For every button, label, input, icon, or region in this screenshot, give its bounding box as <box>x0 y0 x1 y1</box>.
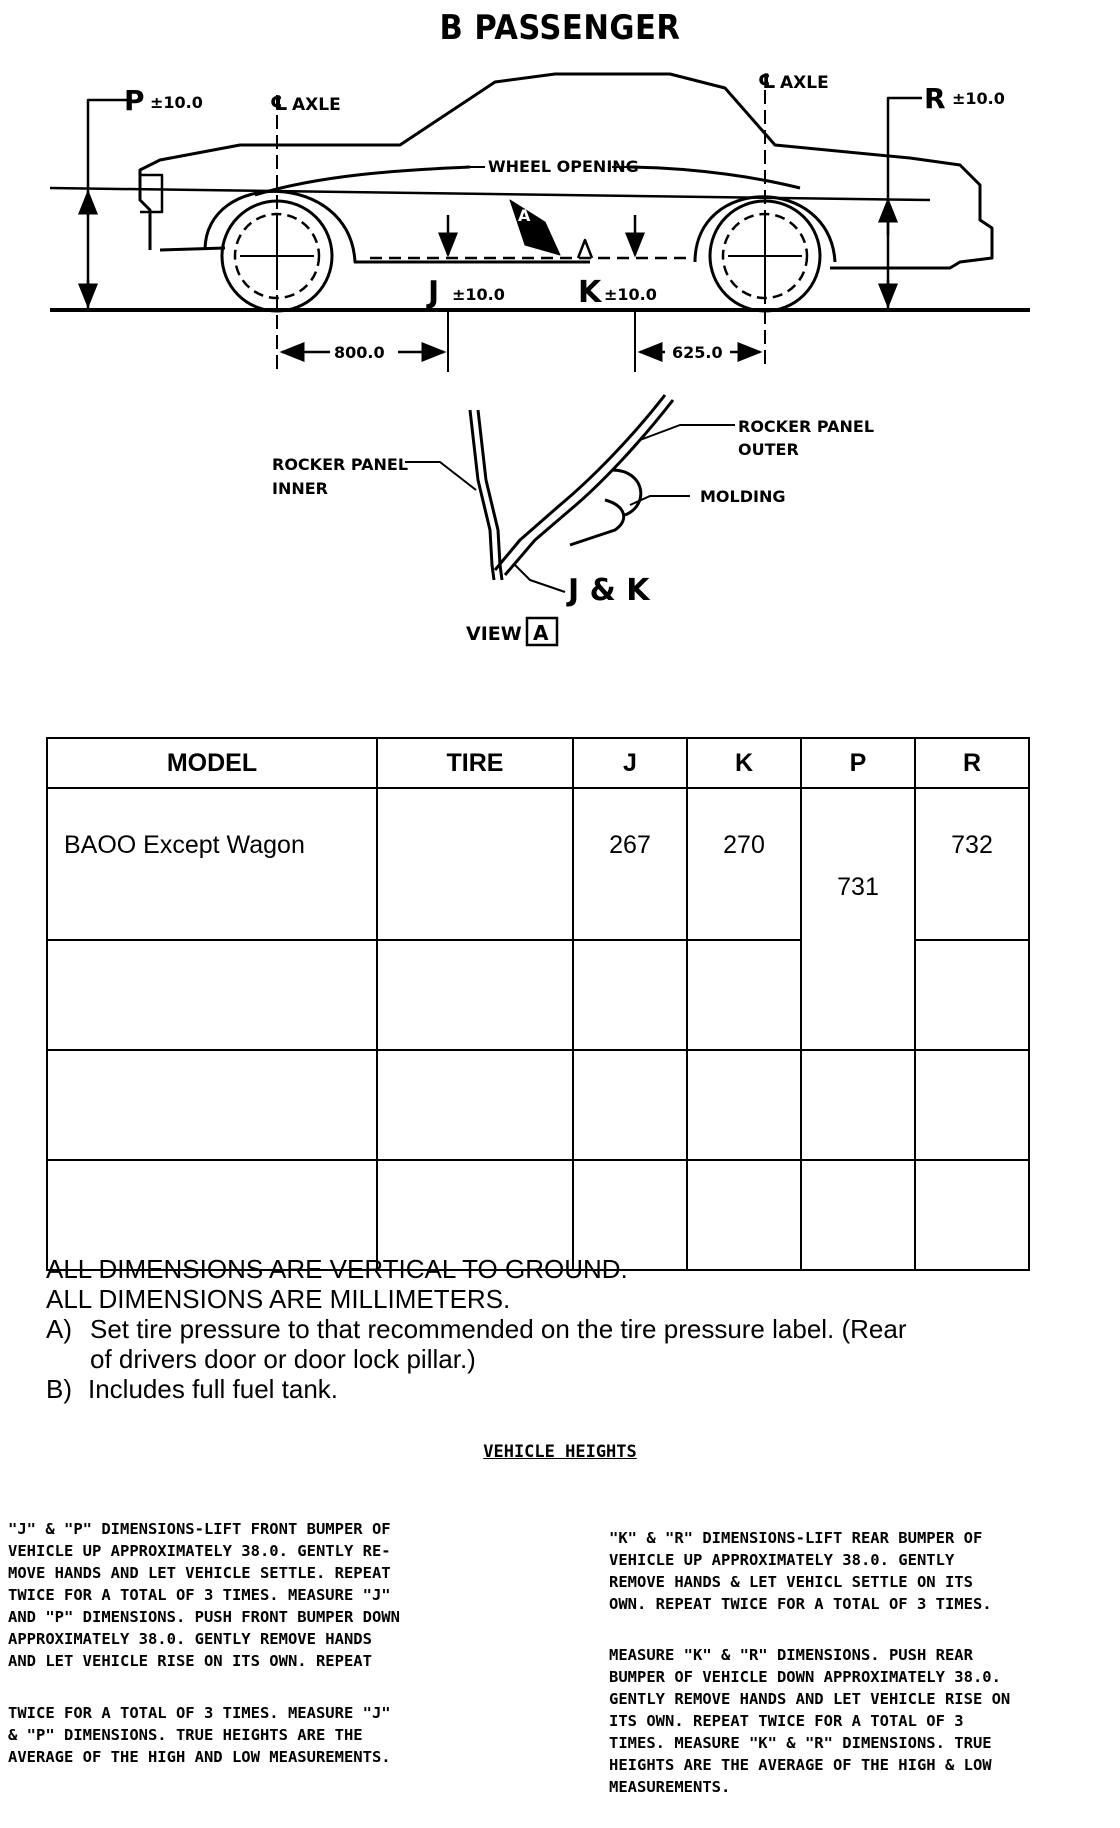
cell-tire <box>377 1050 573 1160</box>
rocker-cross-section <box>470 395 673 580</box>
note-millimeters: ALL DIMENSIONS ARE MILLIMETERS. <box>46 1284 511 1314</box>
jk-leader <box>515 565 565 592</box>
table-header-row <box>47 738 1029 788</box>
r-label: R <box>924 82 946 115</box>
headlight <box>140 175 162 212</box>
k-label: K <box>578 275 602 310</box>
r-tolerance: ±10.0 <box>952 89 1005 108</box>
rocker-outer-label-1: ROCKER PANEL <box>738 417 875 436</box>
cell-model <box>47 940 377 1050</box>
header-p: P <box>801 738 915 788</box>
cell-r <box>915 1160 1029 1270</box>
rocker-outer-label-2: OUTER <box>738 440 799 459</box>
vehicle-heights-title: VEHICLE HEIGHTS <box>483 1442 637 1462</box>
j-tolerance: ±10.0 <box>452 285 505 304</box>
cell-j <box>573 1050 687 1160</box>
rocker-outer-leader <box>640 425 735 440</box>
cell-r <box>915 940 1029 1050</box>
view-box-letter: A <box>533 621 549 645</box>
dimension-625: 625.0 <box>672 343 723 362</box>
note-a-marker: A) <box>46 1314 72 1344</box>
cell-model: BAOO Except Wagon <box>47 788 377 940</box>
left-instructions-1: "J" & "P" DIMENSIONS-LIFT FRONT BUMPER OF VEHICLE UP APPROXIMATELY 38.0. GENTLY RE- MOVE HANDS AND LET VEHICLE SETTLE. REPEAT TWICE FOR A TOTAL OF 3 TIMES. MEASURE "J" AND "P" DIMENSIONS. PUSH FRONT BUMPER DOWN APPROXIMATELY 38.0. GENTLY REMOVE HANDS AND LET VEHICLE RISE ON ITS OWN. REPEAT <box>8 1520 400 1670</box>
cell-k: 270 <box>687 788 801 940</box>
cell-r: 732 <box>915 788 1029 940</box>
note-a-text-1: Set tire pressure to that recommended on the tire pressure label. (Rear <box>90 1314 907 1344</box>
cell-k <box>687 1160 801 1270</box>
right-instructions-1: "K" & "R" DIMENSIONS-LIFT REAR BUMPER OF VEHICLE UP APPROXIMATELY 38.0. GENTLY REMOVE HANDS & LET VEHICL SETTLE ON ITS OWN. REPEAT TWICE FOR A TOTAL OF 3 TIMES. <box>609 1529 992 1613</box>
k-tolerance: ±10.0 <box>604 285 657 304</box>
cell-p-empty <box>801 1160 915 1270</box>
cell-k <box>687 1050 801 1160</box>
axle-symbol-front: ℄ <box>270 91 288 115</box>
cell-k <box>687 940 801 1050</box>
view-label: VIEW <box>466 623 522 645</box>
table-row <box>47 788 1029 940</box>
table-row <box>47 1050 1029 1160</box>
header-j: J <box>573 738 687 788</box>
cell-p: 731 <box>801 788 915 1050</box>
p-tolerance: ±10.0 <box>150 93 203 112</box>
wheel-opening-label: WHEEL OPENING <box>488 157 639 176</box>
cell-model <box>47 1050 377 1160</box>
axle-rear-label: AXLE <box>780 73 829 93</box>
dimension-800: 800.0 <box>334 343 385 362</box>
right-instructions-2: MEASURE "K" & "R" DIMENSIONS. PUSH REAR BUMPER OF VEHICLE DOWN APPROXIMATELY 38.0. GENTLY REMOVE HANDS AND LET VEHICLE RISE ON ITS OWN. REPEAT TWICE FOR A TOTAL OF 3 TIMES. MEASURE "K" & "R" DIMENSIONS. TRUE HEIGHTS ARE THE AVERAGE OF THE HIGH & LOW MEASUREMENTS. <box>609 1646 1011 1796</box>
p-label: P <box>124 84 145 117</box>
cell-tire <box>377 940 573 1050</box>
note-b-text: Includes full fuel tank. <box>88 1374 339 1404</box>
cell-r <box>915 1050 1029 1160</box>
p-dimension-line <box>88 100 128 308</box>
vehicle-height-diagram <box>0 0 1120 720</box>
header-r: R <box>915 738 1029 788</box>
reference-line <box>50 188 930 200</box>
axle-symbol-rear: ℄ <box>758 69 776 93</box>
page-title: B PASSENGER <box>439 8 681 48</box>
header-model: MODEL <box>47 738 377 788</box>
rocker-inner-label-2: INNER <box>272 479 328 498</box>
vehicle-height-table <box>46 737 1030 1271</box>
jk-callout-label: J & K <box>568 573 650 608</box>
cell-tire <box>377 788 573 940</box>
j-label: J <box>428 275 440 310</box>
rocker-inner-leader <box>405 462 476 490</box>
cell-j: 267 <box>573 788 687 940</box>
note-a-text-2: of drivers door or door lock pillar.) <box>90 1344 476 1374</box>
note-b-marker: B) <box>46 1374 72 1404</box>
axle-front-label: AXLE <box>292 95 341 115</box>
header-k: K <box>687 738 801 788</box>
r-dimension-line <box>888 98 922 308</box>
view-a-marker-text: A <box>518 206 531 225</box>
cell-j <box>573 940 687 1050</box>
note-vertical: ALL DIMENSIONS ARE VERTICAL TO GROUND. <box>46 1254 628 1284</box>
cell-p-empty <box>801 1050 915 1160</box>
rocker-inner-label-1: ROCKER PANEL <box>272 455 409 474</box>
header-tire: TIRE <box>377 738 573 788</box>
molding-label: MOLDING <box>700 487 786 506</box>
left-instructions-2: TWICE FOR A TOTAL OF 3 TIMES. MEASURE "J" & "P" DIMENSIONS. TRUE HEIGHTS ARE THE AVERAGE OF THE HIGH AND LOW MEASUREMENTS. <box>8 1704 391 1766</box>
